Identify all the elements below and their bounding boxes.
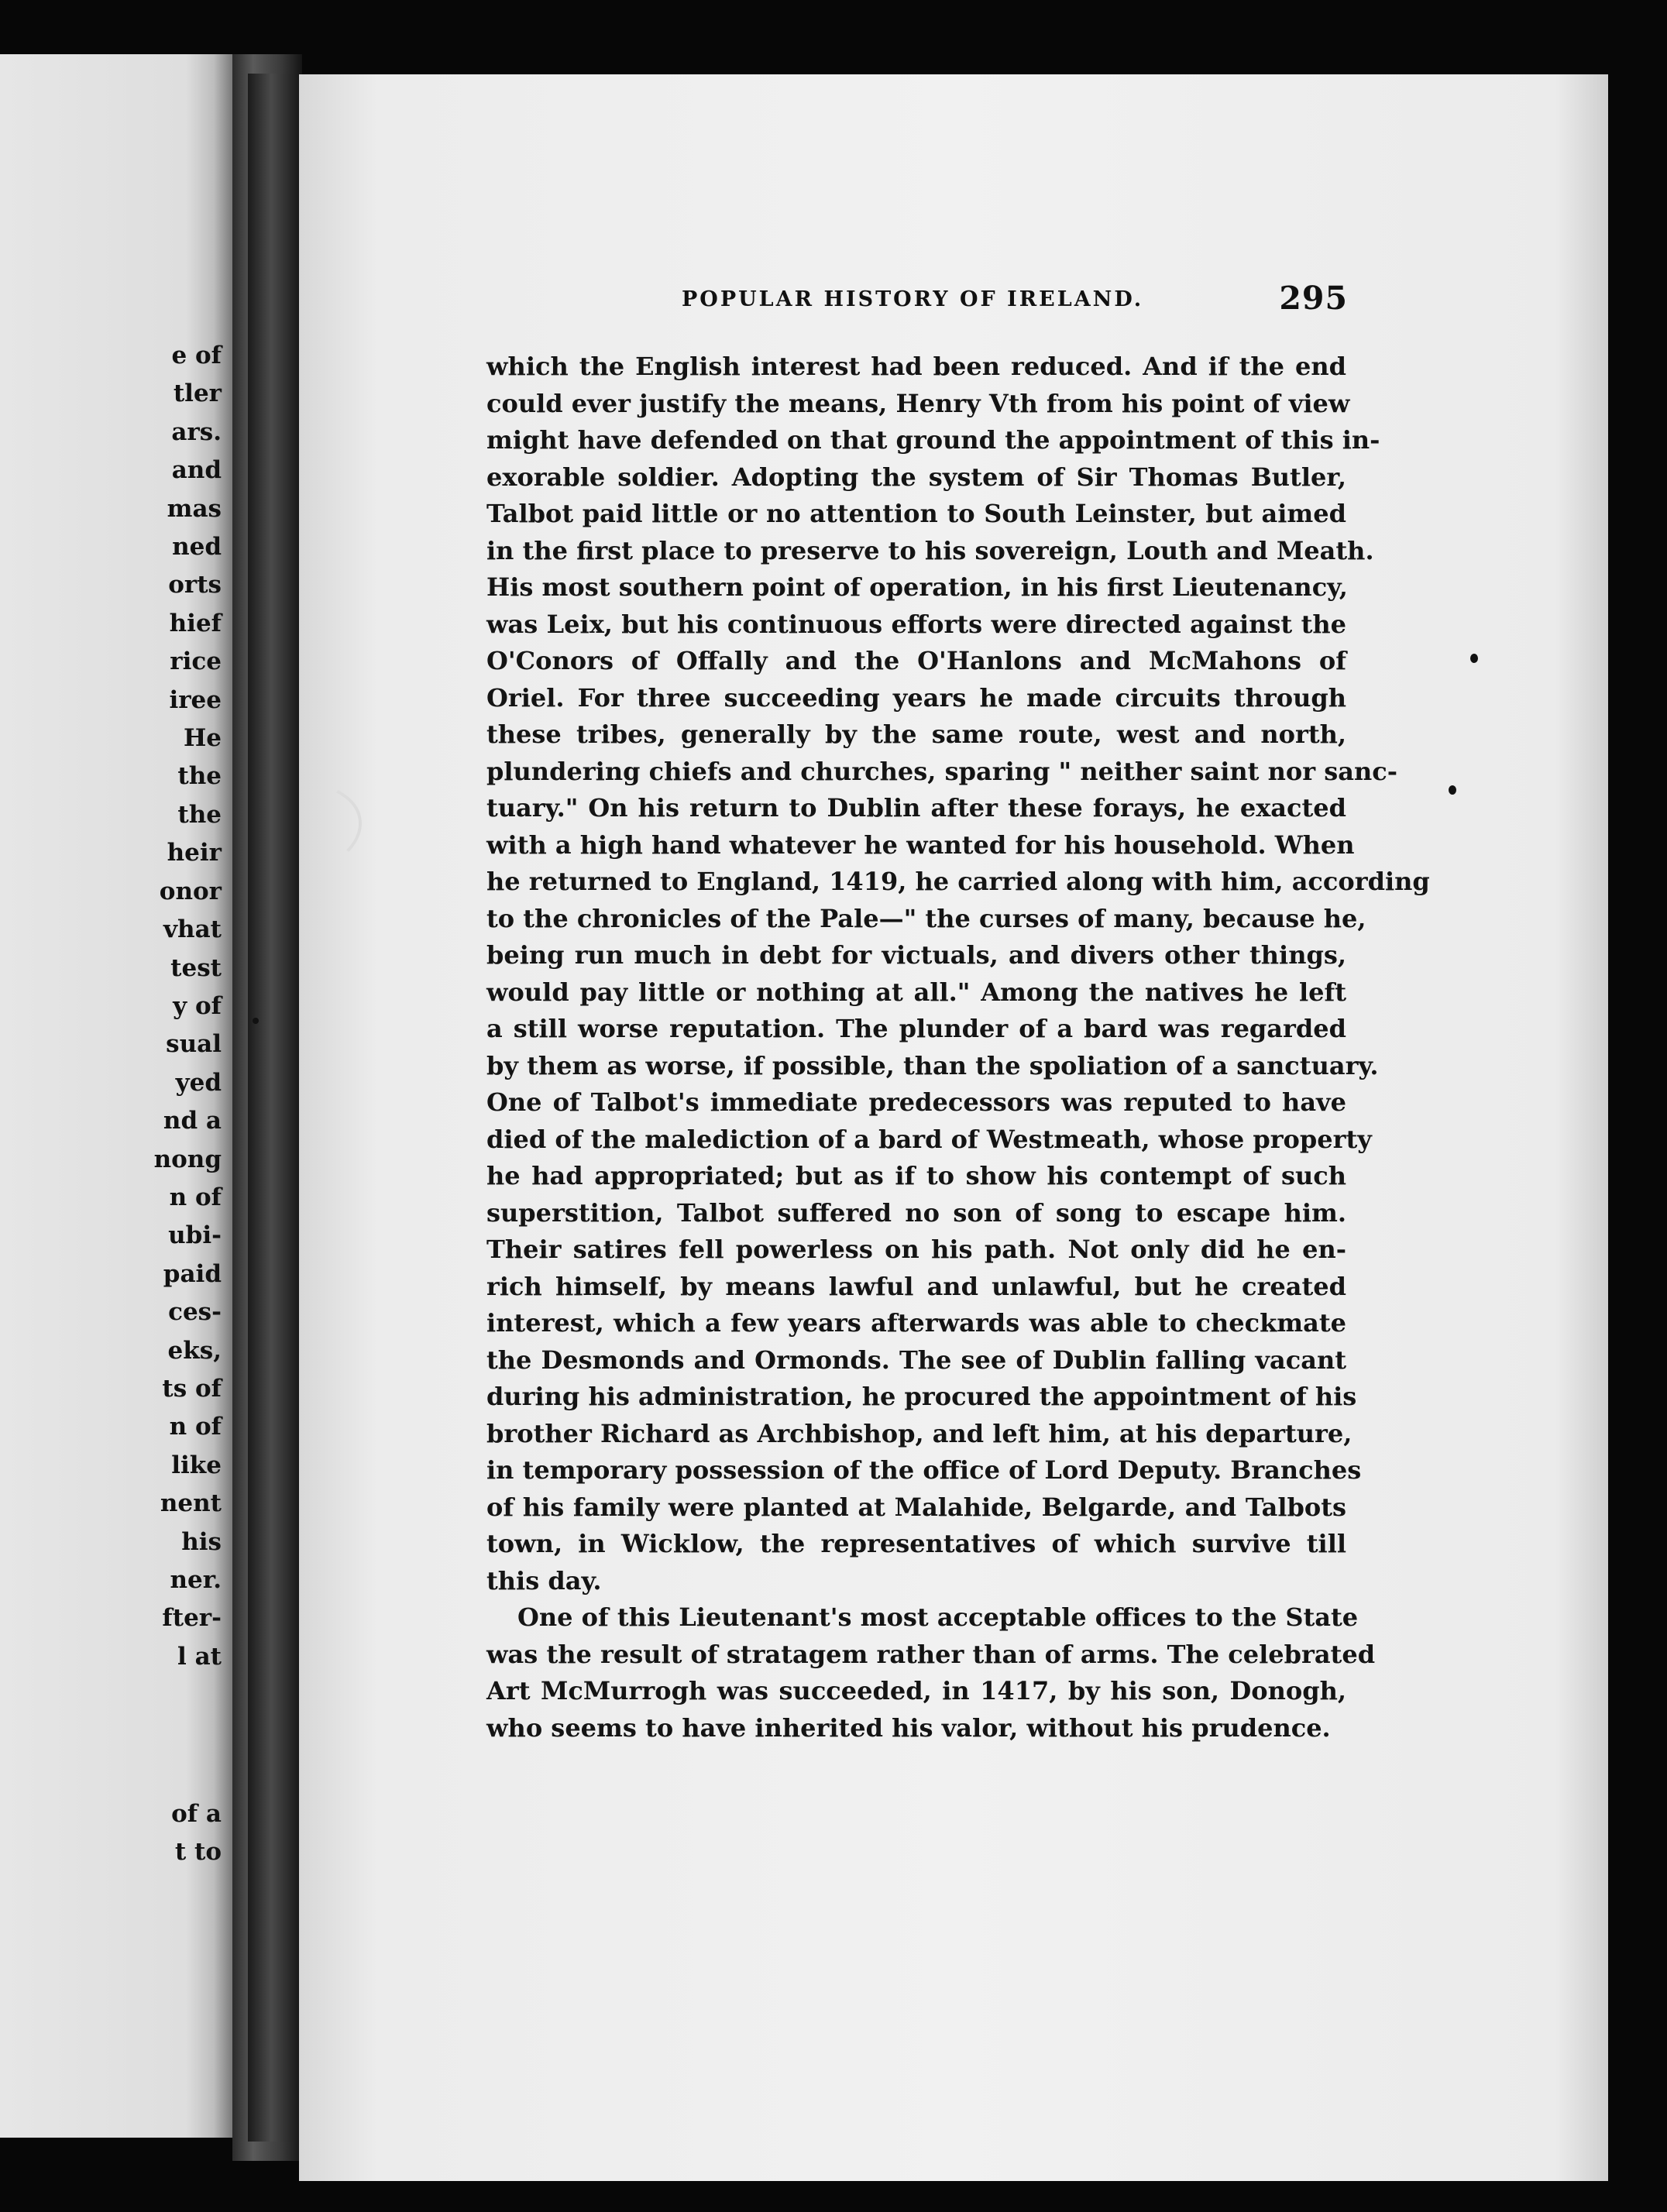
left-page-line: like: [171, 1451, 222, 1479]
body-text: [486, 349, 1430, 1747]
left-page-line: ubi-: [168, 1221, 222, 1250]
left-page-text-tail: [20, 1795, 222, 1872]
text-line: could ever justify the means, Henry Vth from his point of view: [486, 388, 1350, 418]
gutter-shadow: [248, 74, 294, 2142]
text-line: was the result of stratagem rather than of arms. The celebrated: [486, 1639, 1376, 1669]
left-page-line: e of: [171, 342, 222, 369]
text-line: died of the malediction of a bard of Westmeath, whose property: [486, 1124, 1372, 1154]
text-line: this day.: [486, 1565, 602, 1595]
text-line: might have defended on that ground the appointment of this in-: [486, 425, 1380, 455]
left-page-line: ner.: [170, 1566, 222, 1594]
text-line: with a high hand whatever he wanted for his household. When: [486, 830, 1355, 860]
ink-speck: [1449, 785, 1456, 795]
left-page-line: the: [177, 762, 222, 791]
text-line: he returned to England, 1419, he carried along with him, according: [486, 867, 1430, 896]
text-line: in temporary possession of the office of Lord Deputy. Branches: [486, 1455, 1362, 1485]
left-page-line: t to: [174, 1838, 222, 1867]
text-line: rich himself, by means lawful and unlawful, but he created: [486, 1271, 1346, 1301]
left-page-line: yed: [175, 1068, 222, 1097]
text-line: O'Conors of Offally and the O'Hanlons and McMahons of: [486, 646, 1346, 675]
left-page-line: He: [183, 724, 222, 753]
text-line: the Desmonds and Ormonds. The see of Dublin falling vacant: [486, 1345, 1346, 1375]
text-line: being run much in debt for victuals, and divers other things,: [486, 940, 1346, 970]
left-page-line: nd a: [163, 1107, 222, 1135]
text-line: he had appropriated; but as if to show his contempt of such: [486, 1161, 1346, 1190]
left-page-line: fter-: [162, 1604, 222, 1633]
left-page-line: l at: [177, 1642, 222, 1671]
text-line: Oriel. For three succeeding years he made circuits through: [486, 682, 1346, 713]
left-page-line: heir: [167, 839, 222, 867]
left-page-text: [20, 337, 222, 1676]
text-line: who seems to have inherited his valor, without his prudence.: [486, 1712, 1331, 1743]
text-line: during his administration, he procured the appointment of his: [486, 1382, 1357, 1411]
left-page-line: n of: [169, 1183, 222, 1211]
left-page-line: onor: [159, 877, 222, 905]
ink-speck: [253, 1018, 259, 1024]
left-page-line: the: [177, 800, 222, 829]
left-page-line: ts of: [162, 1374, 222, 1403]
left-page-line: ars.: [171, 417, 222, 446]
left-page-line: test: [170, 953, 222, 982]
left-facing-page: [0, 54, 232, 2138]
left-page-line: ned: [172, 533, 222, 562]
left-page-line: sual: [166, 1030, 222, 1059]
text-line: a still worse reputation. The plunder of a bard was regarded: [486, 1014, 1346, 1043]
left-page-line: paid: [163, 1259, 222, 1288]
text-line: interest, which a few years afterwards was able to checkmate: [486, 1308, 1346, 1338]
running-head: POPULAR HISTORY OF IRELAND.: [682, 287, 1144, 311]
ink-speck: [1470, 654, 1478, 663]
left-page-line: orts: [168, 571, 222, 599]
text-line: Talbot paid little or no attention to South Leinster, but aimed: [486, 499, 1346, 528]
left-page-line: hief: [169, 609, 222, 637]
left-page-line: nent: [160, 1489, 222, 1518]
left-page-line: eks,: [167, 1336, 222, 1365]
text-line: His most southern point of operation, in his first Lieutenancy,: [486, 572, 1348, 602]
text-line: to the chronicles of the Pale—" the curses of many, because he,: [486, 903, 1366, 933]
left-page-line: his: [181, 1527, 222, 1556]
text-line: One of Talbot's immediate predecessors was reputed to have: [486, 1087, 1346, 1117]
left-page-line: vhat: [163, 915, 222, 944]
text-line: plundering chiefs and churches, sparing " neither saint nor sanc-: [486, 756, 1397, 786]
text-line: tuary." On his return to Dublin after these forays, he exacted: [486, 793, 1346, 823]
text-line: Their satires fell powerless on his path. Not only did he en-: [486, 1235, 1346, 1264]
text-line: brother Richard as Archbishop, and left him, at his departure,: [486, 1418, 1353, 1448]
left-page-line: y of: [173, 991, 222, 1020]
page-header: [682, 280, 1348, 317]
text-line: One of this Lieutenant's most acceptable offices to the State: [517, 1602, 1359, 1632]
left-page-line: nong: [153, 1145, 222, 1173]
text-line: superstition, Talbot suffered no son of song to escape him.: [486, 1197, 1346, 1228]
left-page-line: of a: [171, 1800, 222, 1828]
text-line: in the first place to preserve to his sovereign, Louth and Meath.: [486, 535, 1374, 565]
left-page-line: tler: [173, 380, 222, 408]
text-line: of his family were planted at Malahide, Belgarde, and Talbots: [486, 1492, 1346, 1522]
left-page-line: ces-: [168, 1298, 222, 1327]
text-line: by them as worse, if possible, than the spoliation of a sanctuary.: [486, 1050, 1379, 1080]
text-line: exorable soldier. Adopting the system of Sir Thomas Butler,: [486, 462, 1346, 492]
text-line: town, in Wicklow, the representatives of which survive till: [486, 1529, 1346, 1558]
text-line: which the English interest had been reduced. And if the end: [486, 352, 1346, 381]
page-number: 295: [1279, 280, 1348, 317]
text-line: was Leix, but his continuous efforts were directed against the: [486, 609, 1346, 639]
text-line: would pay little or nothing at all." Among the natives he left: [486, 977, 1346, 1007]
left-page-line: mas: [167, 494, 222, 523]
left-page-line: iree: [169, 685, 222, 714]
left-page-line: and: [171, 456, 222, 485]
left-page-line: n of: [169, 1413, 222, 1441]
text-line: Art McMurrogh was succeeded, in 1417, by his son, Donogh,: [486, 1676, 1346, 1705]
text-line: these tribes, generally by the same route, west and north,: [486, 720, 1346, 749]
left-page-line: rice: [170, 647, 222, 676]
